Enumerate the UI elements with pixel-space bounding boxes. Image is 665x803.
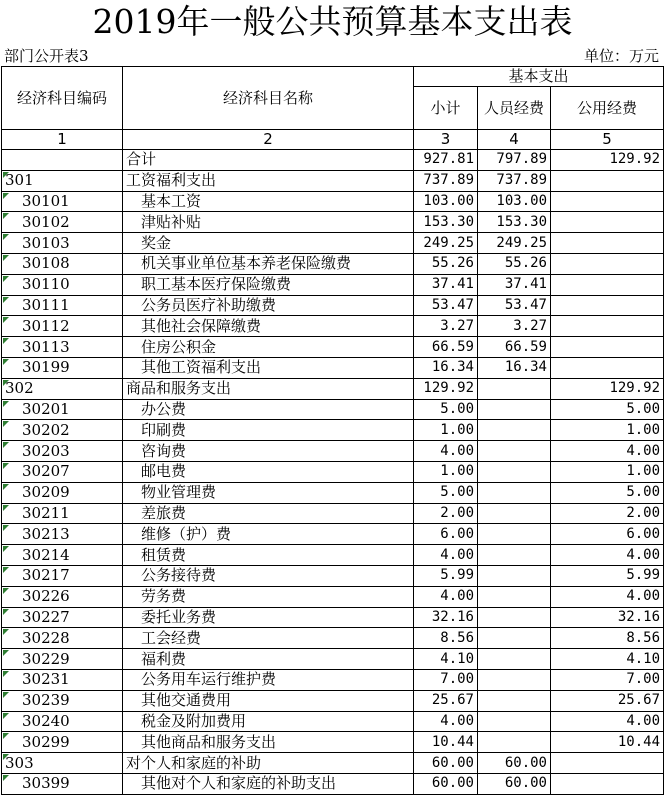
- row-public: 129.92: [551, 150, 664, 171]
- unit-label: 单位：万元: [583, 47, 659, 65]
- row-subtotal: 66.59: [414, 337, 478, 358]
- row-personnel: 55.26: [478, 253, 551, 274]
- row-subtotal: 25.67: [414, 690, 478, 711]
- row-public: 5.99: [551, 565, 664, 586]
- row-personnel: 60.00: [478, 773, 551, 794]
- row-subtotal: 927.81: [414, 150, 478, 171]
- row-personnel: 66.59: [478, 337, 551, 358]
- row-code: 30399: [2, 773, 123, 794]
- row-subtotal: 103.00: [414, 191, 478, 212]
- row-public: [551, 253, 664, 274]
- col-number: 1: [2, 130, 123, 150]
- row-subtotal: 737.89: [414, 170, 478, 191]
- row-code: 30199: [2, 357, 123, 378]
- row-name: 职工基本医疗保险缴费: [123, 274, 414, 295]
- row-personnel: [478, 420, 551, 441]
- row-subtotal: 10.44: [414, 732, 478, 753]
- row-name: 对个人和家庭的补助: [123, 753, 414, 774]
- row-public: 4.00: [551, 545, 664, 566]
- row-name: 办公费: [123, 399, 414, 420]
- row-code: 30239: [2, 690, 123, 711]
- row-name: 物业管理费: [123, 482, 414, 503]
- row-code: 30201: [2, 399, 123, 420]
- row-public: [551, 357, 664, 378]
- row-name: 其他社会保障缴费: [123, 316, 414, 337]
- table-row: [2, 628, 664, 649]
- row-subtotal: 60.00: [414, 773, 478, 794]
- header-public: 公用经费: [551, 87, 664, 130]
- row-code: 30229: [2, 649, 123, 670]
- row-subtotal: 3.27: [414, 316, 478, 337]
- row-code: 30112: [2, 316, 123, 337]
- row-public: [551, 753, 664, 774]
- row-personnel: 249.25: [478, 233, 551, 254]
- table-row: [2, 690, 664, 711]
- row-code: 30209: [2, 482, 123, 503]
- row-personnel: [478, 565, 551, 586]
- table-row: [2, 607, 664, 628]
- table-row: [2, 253, 664, 274]
- row-name: 机关事业单位基本养老保险缴费: [123, 253, 414, 274]
- row-code: 30203: [2, 441, 123, 462]
- row-name: 其他商品和服务支出: [123, 732, 414, 753]
- header-subtotal: 小计: [414, 87, 478, 130]
- row-code: 30113: [2, 337, 123, 358]
- row-name: 其他交通费用: [123, 690, 414, 711]
- table-row: [2, 399, 664, 420]
- row-personnel: [478, 711, 551, 732]
- row-subtotal: 6.00: [414, 524, 478, 545]
- row-subtotal: 8.56: [414, 628, 478, 649]
- row-name: 其他工资福利支出: [123, 357, 414, 378]
- table-row: [2, 274, 664, 295]
- row-subtotal: 249.25: [414, 233, 478, 254]
- row-code: 30228: [2, 628, 123, 649]
- row-name: 工会经费: [123, 628, 414, 649]
- row-subtotal: 129.92: [414, 378, 478, 399]
- table-row: [2, 503, 664, 524]
- row-personnel: [478, 545, 551, 566]
- budget-table: [1, 66, 664, 795]
- row-public: 5.00: [551, 399, 664, 420]
- row-name: 咨询费: [123, 441, 414, 462]
- row-subtotal: 1.00: [414, 420, 478, 441]
- row-personnel: [478, 482, 551, 503]
- row-subtotal: 5.00: [414, 482, 478, 503]
- row-subtotal: 55.26: [414, 253, 478, 274]
- table-row: [2, 773, 664, 794]
- row-name: 津贴补贴: [123, 212, 414, 233]
- row-public: [551, 191, 664, 212]
- row-code: 30231: [2, 669, 123, 690]
- row-code: 30110: [2, 274, 123, 295]
- row-code: 30299: [2, 732, 123, 753]
- row-name: 其他对个人和家庭的补助支出: [123, 773, 414, 794]
- table-row: [2, 649, 664, 670]
- row-code: 30207: [2, 461, 123, 482]
- row-code: 301: [2, 170, 123, 191]
- row-personnel: [478, 586, 551, 607]
- row-personnel: 737.89: [478, 170, 551, 191]
- table-row: [2, 191, 664, 212]
- row-subtotal: 2.00: [414, 503, 478, 524]
- row-public: 8.56: [551, 628, 664, 649]
- row-name: 奖金: [123, 233, 414, 254]
- table-row: [2, 753, 664, 774]
- table-row: [2, 233, 664, 254]
- table-row: [2, 357, 664, 378]
- table-row: [2, 378, 664, 399]
- col-number: 2: [123, 130, 414, 150]
- table-row: [2, 732, 664, 753]
- row-name: 商品和服务支出: [123, 378, 414, 399]
- row-personnel: [478, 461, 551, 482]
- row-name: 劳务费: [123, 586, 414, 607]
- page-title: 2019年一般公共预算基本支出表: [92, 2, 573, 41]
- row-code: 30227: [2, 607, 123, 628]
- table-row: [2, 482, 664, 503]
- col-number: 3: [414, 130, 478, 150]
- header-name: 经济科目名称: [123, 67, 414, 130]
- row-subtotal: 53.47: [414, 295, 478, 316]
- col-number: 4: [478, 130, 551, 150]
- row-subtotal: 4.00: [414, 441, 478, 462]
- row-code: 30226: [2, 586, 123, 607]
- row-name: 税金及附加费用: [123, 711, 414, 732]
- row-personnel: [478, 378, 551, 399]
- row-code: 30217: [2, 565, 123, 586]
- row-subtotal: 60.00: [414, 753, 478, 774]
- row-personnel: [478, 690, 551, 711]
- column-number-row: [2, 130, 664, 150]
- table-row: [2, 524, 664, 545]
- row-code: [2, 150, 123, 171]
- row-public: 4.00: [551, 441, 664, 462]
- row-public: [551, 274, 664, 295]
- row-code: 302: [2, 378, 123, 399]
- header-basic: 基本支出: [414, 67, 664, 87]
- row-public: [551, 233, 664, 254]
- row-subtotal: 4.10: [414, 649, 478, 670]
- row-public: 10.44: [551, 732, 664, 753]
- row-public: 1.00: [551, 420, 664, 441]
- table-row: [2, 441, 664, 462]
- row-personnel: 797.89: [478, 150, 551, 171]
- row-name: 基本工资: [123, 191, 414, 212]
- row-public: 1.00: [551, 461, 664, 482]
- row-name: 公务员医疗补助缴费: [123, 295, 414, 316]
- table-row: [2, 669, 664, 690]
- row-public: 5.00: [551, 482, 664, 503]
- row-name: 印刷费: [123, 420, 414, 441]
- row-public: [551, 170, 664, 191]
- row-name: 租赁费: [123, 545, 414, 566]
- header-row-1: [2, 67, 664, 87]
- row-public: 6.00: [551, 524, 664, 545]
- row-code: 30102: [2, 212, 123, 233]
- row-name: 福利费: [123, 649, 414, 670]
- table-row: [2, 170, 664, 191]
- row-personnel: [478, 441, 551, 462]
- row-code: 30103: [2, 233, 123, 254]
- row-public: 4.00: [551, 711, 664, 732]
- row-public: 129.92: [551, 378, 664, 399]
- row-code: 30213: [2, 524, 123, 545]
- row-code: 303: [2, 753, 123, 774]
- row-name: 差旅费: [123, 503, 414, 524]
- row-name: 住房公积金: [123, 337, 414, 358]
- row-personnel: 153.30: [478, 212, 551, 233]
- row-code: 30202: [2, 420, 123, 441]
- row-personnel: 3.27: [478, 316, 551, 337]
- table-row: [2, 316, 664, 337]
- row-personnel: 53.47: [478, 295, 551, 316]
- row-code: 30108: [2, 253, 123, 274]
- row-subtotal: 5.99: [414, 565, 478, 586]
- row-code: 30111: [2, 295, 123, 316]
- row-subtotal: 37.41: [414, 274, 478, 295]
- row-name: 委托业务费: [123, 607, 414, 628]
- table-row: [2, 337, 664, 358]
- table-row: [2, 586, 664, 607]
- row-subtotal: 16.34: [414, 357, 478, 378]
- row-public: 7.00: [551, 669, 664, 690]
- row-public: 2.00: [551, 503, 664, 524]
- row-personnel: [478, 524, 551, 545]
- row-subtotal: 4.00: [414, 711, 478, 732]
- row-code: 30214: [2, 545, 123, 566]
- row-code: 30211: [2, 503, 123, 524]
- row-public: [551, 212, 664, 233]
- table-row: [2, 150, 664, 171]
- row-name: 工资福利支出: [123, 170, 414, 191]
- table-row: [2, 295, 664, 316]
- table-row: [2, 565, 664, 586]
- row-subtotal: 7.00: [414, 669, 478, 690]
- row-personnel: [478, 503, 551, 524]
- table-row: [2, 711, 664, 732]
- row-public: 25.67: [551, 690, 664, 711]
- row-code: 30101: [2, 191, 123, 212]
- row-subtotal: 4.00: [414, 586, 478, 607]
- row-public: [551, 337, 664, 358]
- header-code: 经济科目编码: [2, 67, 123, 130]
- row-public: 4.10: [551, 649, 664, 670]
- row-name: 合计: [123, 150, 414, 171]
- table-row: [2, 212, 664, 233]
- table-row: [2, 461, 664, 482]
- row-public: [551, 295, 664, 316]
- row-subtotal: 153.30: [414, 212, 478, 233]
- row-public: 4.00: [551, 586, 664, 607]
- row-personnel: [478, 649, 551, 670]
- header-personnel: 人员经费: [478, 87, 551, 130]
- row-subtotal: 4.00: [414, 545, 478, 566]
- table-row: [2, 545, 664, 566]
- row-personnel: [478, 607, 551, 628]
- row-name: 公务接待费: [123, 565, 414, 586]
- row-public: [551, 316, 664, 337]
- row-name: 邮电费: [123, 461, 414, 482]
- row-name: 公务用车运行维护费: [123, 669, 414, 690]
- row-personnel: [478, 732, 551, 753]
- row-subtotal: 1.00: [414, 461, 478, 482]
- row-personnel: 103.00: [478, 191, 551, 212]
- row-personnel: [478, 628, 551, 649]
- row-code: 30240: [2, 711, 123, 732]
- dept-label: 部门公开表3: [4, 47, 89, 65]
- col-number: 5: [551, 130, 664, 150]
- row-subtotal: 5.00: [414, 399, 478, 420]
- row-personnel: 37.41: [478, 274, 551, 295]
- row-subtotal: 32.16: [414, 607, 478, 628]
- row-personnel: [478, 669, 551, 690]
- row-personnel: 60.00: [478, 753, 551, 774]
- row-name: 维修（护）费: [123, 524, 414, 545]
- row-public: [551, 773, 664, 794]
- row-personnel: [478, 399, 551, 420]
- table-row: [2, 420, 664, 441]
- row-personnel: 16.34: [478, 357, 551, 378]
- row-public: 32.16: [551, 607, 664, 628]
